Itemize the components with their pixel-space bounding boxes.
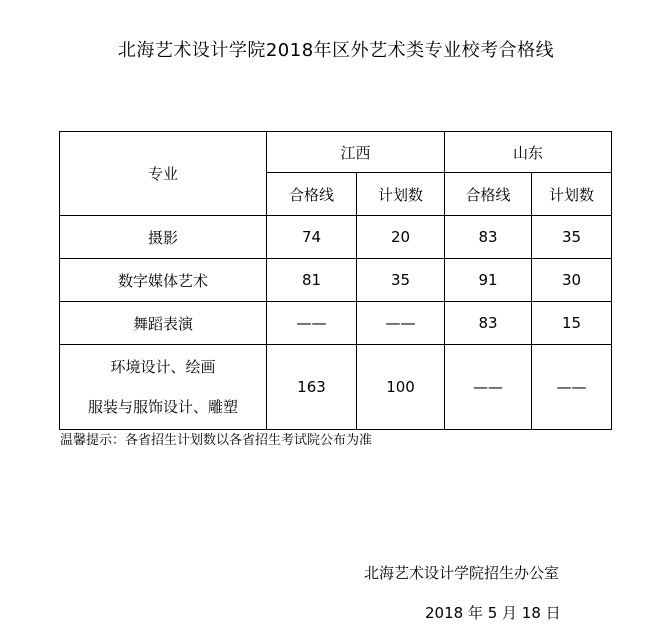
reminder-note: 温馨提示：各省招生计划数以各省招生考试院公布为准	[60, 433, 373, 448]
cell-jx-plan: ——	[357, 302, 445, 345]
table-header-row	[60, 132, 612, 173]
cell-jx-plan: 20	[357, 216, 445, 259]
cell-sd-pass: 83	[445, 302, 532, 345]
cell-jx-pass: 81	[267, 259, 357, 302]
admission-score-table	[59, 131, 612, 430]
cell-major: 数字媒体艺术	[60, 259, 267, 302]
cell-sd-plan: 35	[532, 216, 612, 259]
cell-jx-pass: 74	[267, 216, 357, 259]
cell-sd-plan: 30	[532, 259, 612, 302]
cell-jx-plan: 100	[357, 345, 445, 430]
table-row	[60, 216, 612, 259]
header-region-shandong: 山东	[445, 132, 612, 173]
subheader-pass-line: 合格线	[267, 173, 357, 216]
cell-jx-plan: 35	[357, 259, 445, 302]
cell-jx-pass: ——	[267, 302, 357, 345]
cell-sd-pass: ——	[445, 345, 532, 430]
cell-sd-pass: 91	[445, 259, 532, 302]
cell-sd-plan: 15	[532, 302, 612, 345]
table-row	[60, 345, 612, 430]
subheader-plan-count: 计划数	[532, 173, 612, 216]
cell-major-line: 环境设计、绘画	[110, 358, 216, 376]
table-row	[60, 259, 612, 302]
cell-sd-pass: 83	[445, 216, 532, 259]
cell-major: 摄影	[60, 216, 267, 259]
cell-major: 舞蹈表演	[60, 302, 267, 345]
cell-jx-pass: 163	[267, 345, 357, 430]
page-title: 北海艺术设计学院2018年区外艺术类专业校考合格线	[117, 40, 555, 61]
header-region-jiangxi: 江西	[267, 132, 445, 173]
issue-date: 2018 年 5 月 18 日	[425, 604, 561, 622]
header-major: 专业	[60, 132, 267, 216]
cell-sd-plan: ——	[532, 345, 612, 430]
issuing-office: 北海艺术设计学院招生办公室	[364, 564, 560, 582]
cell-major	[60, 345, 267, 430]
cell-major-line: 服装与服饰设计、雕塑	[87, 398, 238, 416]
table-row	[60, 302, 612, 345]
subheader-plan-count: 计划数	[357, 173, 445, 216]
subheader-pass-line: 合格线	[445, 173, 532, 216]
